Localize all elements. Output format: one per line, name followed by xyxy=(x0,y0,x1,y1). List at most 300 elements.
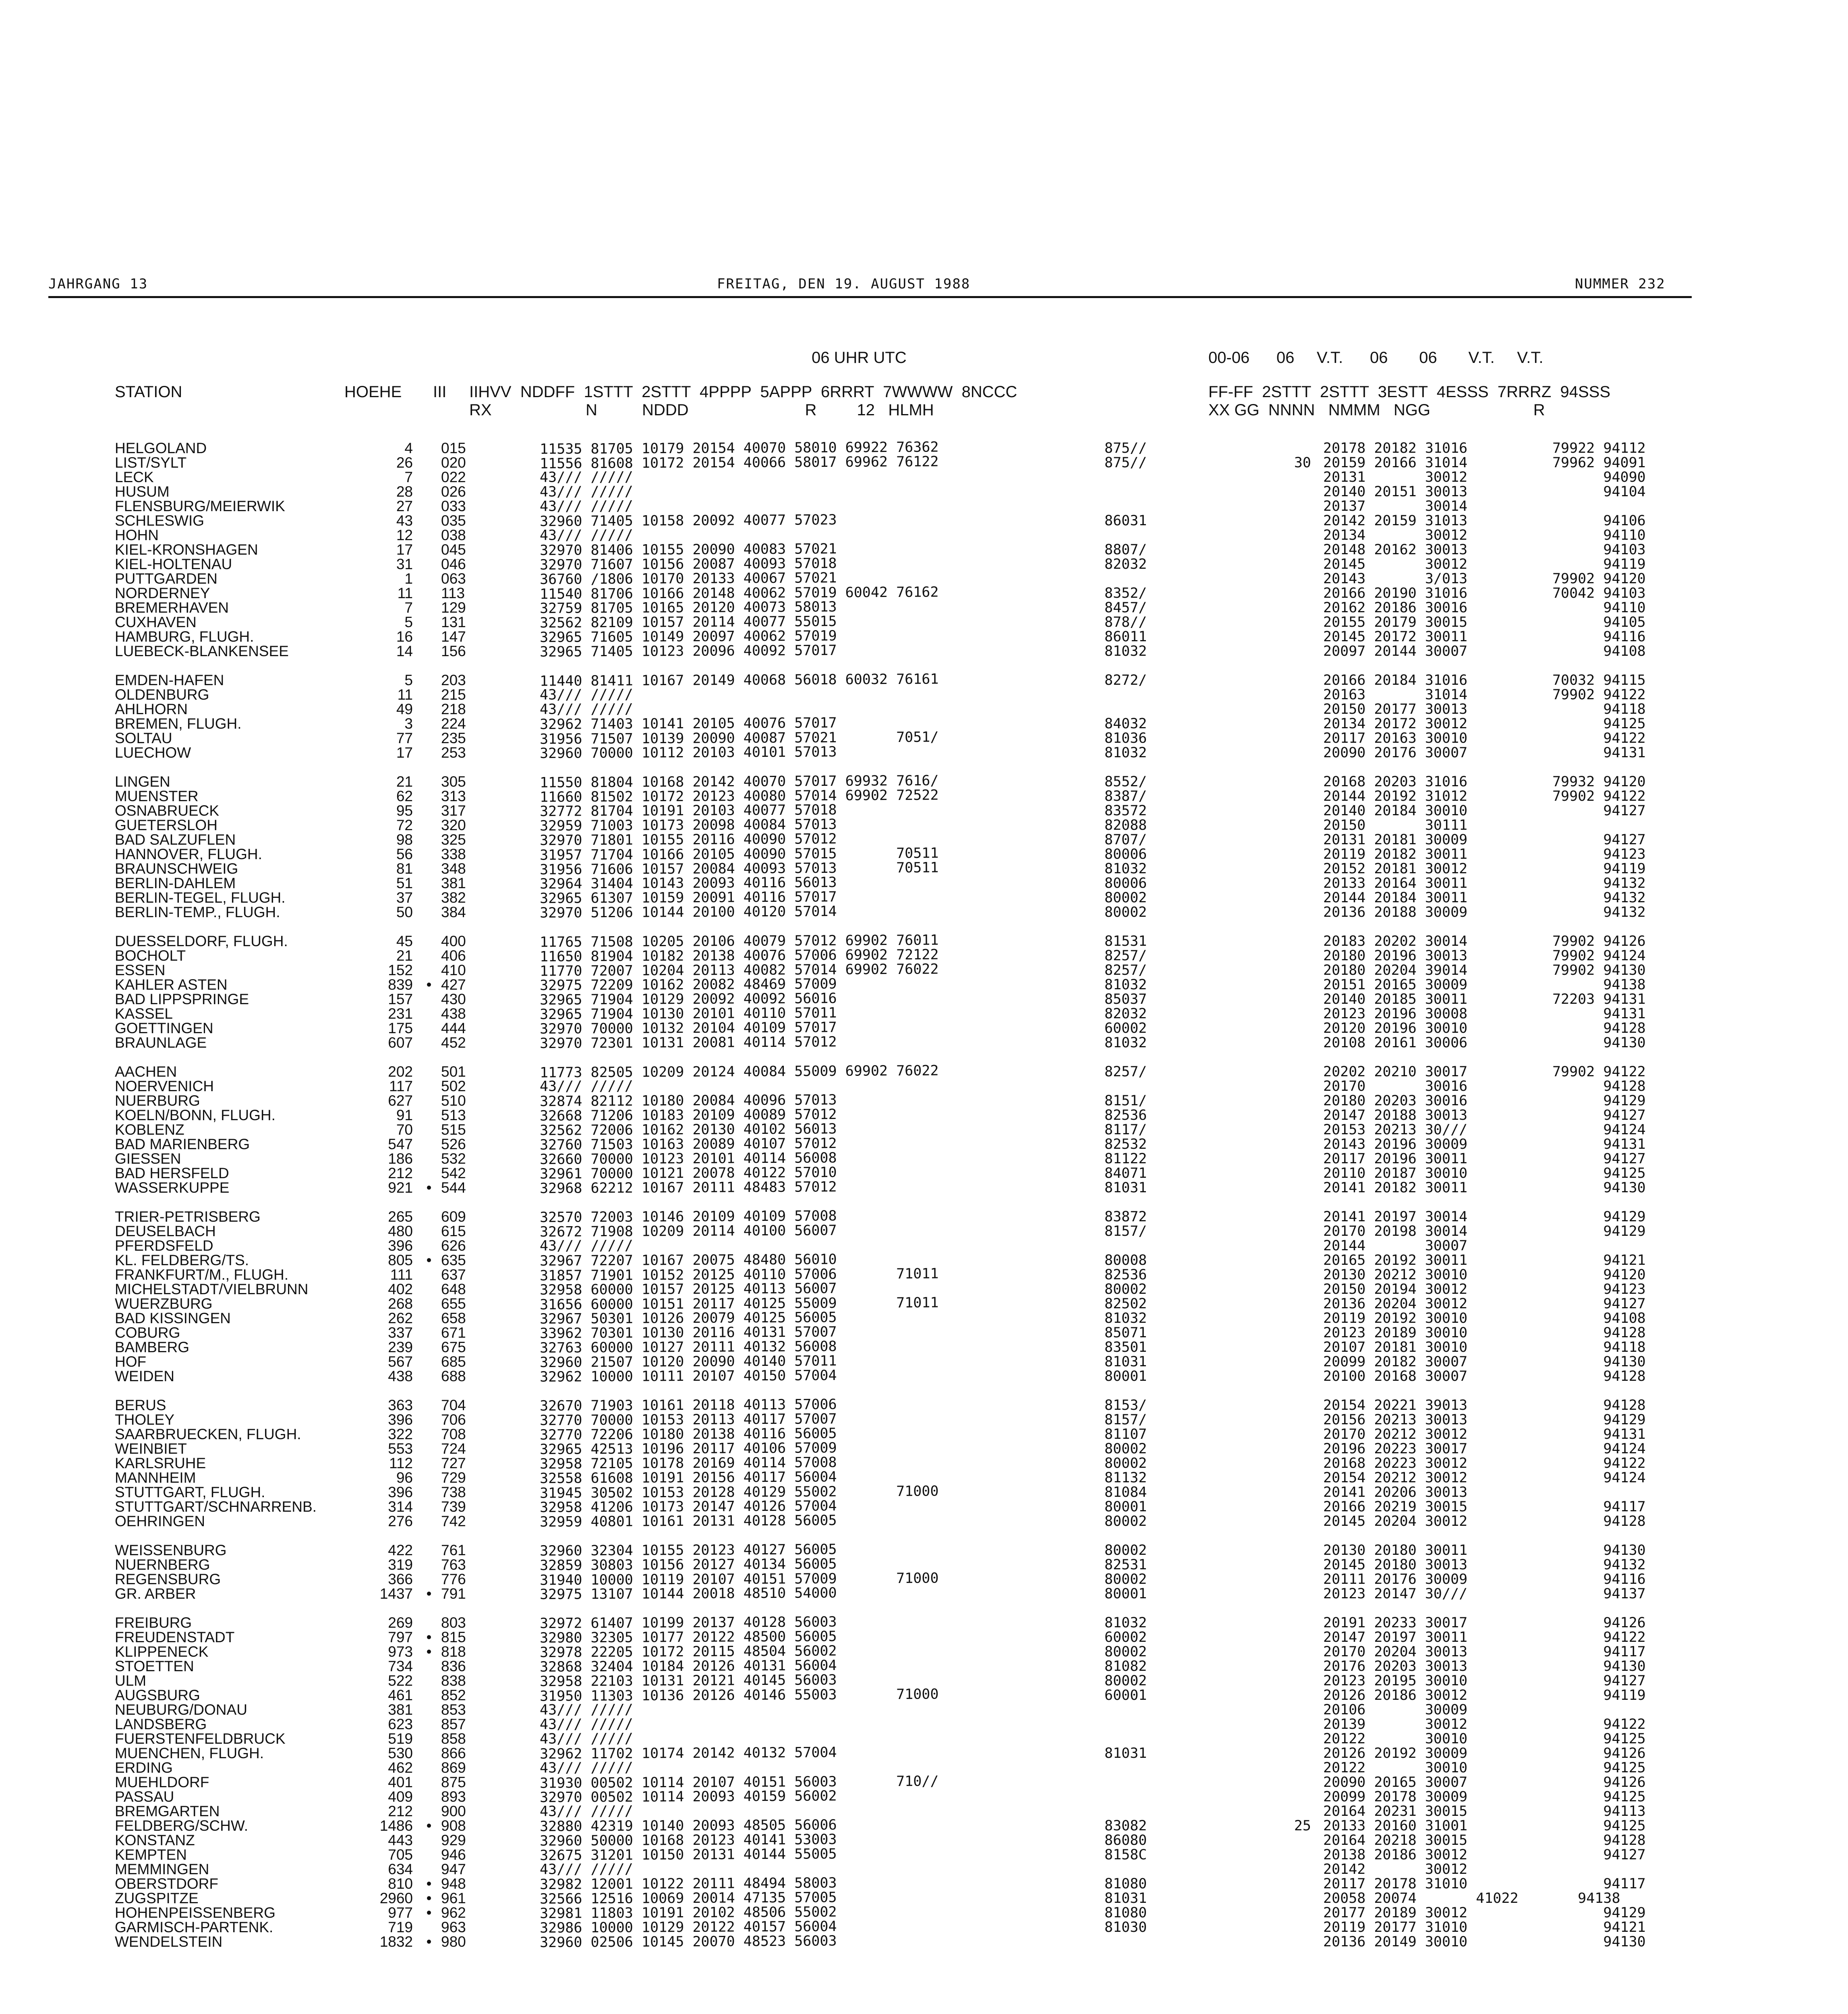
observation-groups: 32970 81406 10155 20090 40083 57021 xyxy=(539,541,837,559)
extreme-value-groups: 20170 20198 30014 94129 xyxy=(1323,1223,1646,1239)
observation-groups: 32960 32304 10155 20123 40127 56005 xyxy=(539,1542,837,1559)
observation-groups: 43/// ///// xyxy=(539,1716,633,1733)
station-row xyxy=(115,456,1758,470)
observation-groups: 43/// ///// xyxy=(539,1237,633,1254)
station-id: 763 xyxy=(441,1556,466,1573)
observation-groups: 36760 /1806 10170 20133 40067 57021 xyxy=(539,570,837,588)
observation-groups: 32772 81704 10191 20103 40077 57018 xyxy=(539,802,837,820)
extreme-value-groups: 20126 20186 30012 94119 xyxy=(1323,1687,1646,1703)
station-row xyxy=(115,1036,1758,1050)
extreme-value-groups: 20138 20186 30012 94127 xyxy=(1323,1847,1646,1863)
cloud-group: 81084 xyxy=(1104,1484,1147,1500)
station-row xyxy=(115,1732,1758,1746)
station-height: 265 xyxy=(388,1208,413,1225)
station-id: 215 xyxy=(441,686,466,703)
station-row xyxy=(115,905,1758,920)
station-id: 515 xyxy=(441,1121,466,1138)
station-row xyxy=(115,1123,1758,1137)
station-id: 046 xyxy=(441,556,466,572)
station-id: 980 xyxy=(441,1933,466,1950)
extreme-value-groups: 20202 20210 30017 79902 94122 xyxy=(1323,1064,1646,1080)
header-nummer: NUMMER 232 xyxy=(1575,276,1666,292)
extreme-value-groups: 20097 20144 30007 94108 xyxy=(1323,643,1646,659)
station-name: KEMPTEN xyxy=(115,1846,187,1863)
cloud-group: 8257/ xyxy=(1104,948,1147,964)
extreme-value-groups: 20136 20149 30010 94130 xyxy=(1323,1934,1646,1950)
extreme-value-groups: 20183 20202 30014 79902 94126 xyxy=(1323,933,1646,949)
gust-value: 25 xyxy=(1294,1818,1311,1834)
station-row xyxy=(115,601,1758,615)
station-name: GR. ARBER xyxy=(115,1585,196,1602)
observation-groups: 32986 10000 10129 20122 40157 56004 xyxy=(539,1919,837,1936)
station-height: 921 xyxy=(388,1179,413,1196)
mountain-station-marker: • xyxy=(426,1933,432,1950)
station-id: 857 xyxy=(441,1716,466,1732)
extreme-value-groups: 20107 20181 30010 94118 xyxy=(1323,1339,1646,1355)
extreme-value-groups: 20145 20172 30011 94116 xyxy=(1323,629,1646,645)
cloud-group: 80008 xyxy=(1104,1252,1147,1268)
station-name: BRAUNLAGE xyxy=(115,1034,207,1051)
station-height: 117 xyxy=(389,1078,413,1094)
station-row xyxy=(115,1833,1758,1848)
station-name: LUECHOW xyxy=(115,744,191,761)
station-row xyxy=(115,688,1758,702)
station-name: NUERNBERG xyxy=(115,1556,210,1573)
observation-groups: 32668 71206 10183 20109 40089 57012 xyxy=(539,1106,837,1124)
station-id: 852 xyxy=(441,1687,466,1703)
observation-groups: 11440 81411 10167 20149 40068 56018 60032 76161 xyxy=(539,671,939,690)
station-height: 202 xyxy=(388,1063,413,1080)
observation-groups: 11773 82505 10209 20124 40084 55009 69902 76022 xyxy=(539,1063,939,1081)
station-name: HOHENPEISSENBERG xyxy=(115,1904,276,1921)
cloud-group: 8552/ xyxy=(1104,774,1147,790)
observation-groups: 32961 70000 10121 20078 40122 57010 xyxy=(539,1164,837,1182)
observation-groups: 32566 12516 10069 20014 47135 57005 xyxy=(539,1890,837,1907)
extreme-value-groups: 20145 30012 94119 xyxy=(1323,556,1646,572)
observation-groups: 32982 12001 10122 20111 48494 58003 xyxy=(539,1875,837,1893)
cloud-group: 83082 xyxy=(1104,1818,1147,1834)
station-name: HOF xyxy=(115,1353,147,1370)
station-row xyxy=(115,876,1758,891)
station-id: 026 xyxy=(441,483,466,500)
station-name: KAHLER ASTEN xyxy=(115,976,228,993)
station-name: HUSUM xyxy=(115,483,170,500)
station-height: 839 xyxy=(388,976,413,993)
station-height: 366 xyxy=(388,1571,413,1587)
extreme-value-groups: 20139 30012 94122 xyxy=(1323,1716,1646,1732)
station-name: ZUGSPITZE xyxy=(115,1890,199,1906)
station-name: PFERDSFELD xyxy=(115,1237,213,1254)
station-height: 1486 xyxy=(379,1817,413,1834)
station-id: 063 xyxy=(441,570,466,587)
station-name: REGENSBURG xyxy=(115,1571,221,1587)
station-row xyxy=(115,789,1758,804)
extreme-value-groups: 20177 20189 30012 94129 xyxy=(1323,1905,1646,1921)
extreme-value-groups: 20166 20219 30015 94117 xyxy=(1323,1499,1646,1515)
observation-groups: 32959 40801 10161 20131 40128 56005 xyxy=(539,1513,837,1530)
station-id: 313 xyxy=(441,788,466,804)
station-row xyxy=(115,992,1758,1007)
station-height: 239 xyxy=(388,1339,413,1355)
station-row xyxy=(115,1021,1758,1036)
station-id: 038 xyxy=(441,527,466,543)
extreme-value-groups: 20131 20181 30009 94127 xyxy=(1323,832,1646,848)
cloud-group: 8151/ xyxy=(1104,1093,1147,1109)
station-height: 567 xyxy=(388,1353,413,1370)
extreme-value-groups: 20170 30016 94128 xyxy=(1323,1078,1646,1094)
cloud-group: 8158C xyxy=(1104,1847,1147,1863)
observation-groups: 43/// ///// xyxy=(539,1701,633,1718)
station-id: 382 xyxy=(441,889,466,906)
observation-groups: 32970 00502 10114 20093 40159 56002 xyxy=(539,1788,837,1806)
station-id: 305 xyxy=(441,773,466,790)
extreme-value-groups: 20142 30012 xyxy=(1323,1861,1468,1877)
extreme-value-groups: 20140 20185 30011 72203 94131 xyxy=(1323,991,1646,1007)
observation-groups: 32967 50301 10126 20079 40125 56005 xyxy=(539,1310,837,1327)
mountain-station-marker: • xyxy=(426,1585,432,1602)
station-id: 635 xyxy=(441,1252,466,1268)
station-id: 035 xyxy=(441,512,466,529)
cloud-group: 81036 xyxy=(1104,730,1147,746)
station-name: MUENSTER xyxy=(115,788,199,804)
station-row xyxy=(115,1703,1758,1717)
station-row xyxy=(115,1326,1758,1340)
station-id: 444 xyxy=(441,1020,466,1036)
extreme-value-groups: 20147 20197 30011 94122 xyxy=(1323,1629,1646,1645)
station-height: 4 xyxy=(404,440,413,456)
extreme-value-groups: 20117 20163 30010 94122 xyxy=(1323,730,1646,746)
observation-groups: 11550 81804 10168 20142 40070 57017 69932 7616/ xyxy=(539,773,939,791)
station-name: FREUDENSTADT xyxy=(115,1629,235,1645)
station-name: SAARBRUECKEN, FLUGH. xyxy=(115,1426,301,1442)
extreme-value-groups: 20141 20206 30013 xyxy=(1323,1484,1468,1500)
station-name: BAD SALZUFLEN xyxy=(115,831,236,848)
observation-groups: 32670 71903 10161 20118 40113 57006 xyxy=(539,1397,837,1414)
mountain-station-marker: • xyxy=(426,976,432,993)
extreme-value-groups: 20119 20192 30010 94108 xyxy=(1323,1310,1646,1326)
station-height: 522 xyxy=(388,1672,413,1689)
observation-groups: 32965 71605 10149 20097 40062 57019 xyxy=(539,628,837,646)
observation-groups: 31656 60000 10151 20117 40125 55009 71011 xyxy=(539,1295,939,1313)
observation-groups: 32760 71503 10163 20089 40107 57012 xyxy=(539,1135,837,1153)
cloud-group: 81080 xyxy=(1104,1876,1147,1892)
station-name: AACHEN xyxy=(115,1063,177,1080)
station-height: 797 xyxy=(388,1629,413,1645)
station-id: 908 xyxy=(441,1817,466,1834)
station-height: 269 xyxy=(388,1614,413,1631)
cloud-group: 81031 xyxy=(1104,1890,1147,1906)
extreme-value-groups: 20147 20188 30013 94127 xyxy=(1323,1107,1646,1123)
station-row xyxy=(115,1485,1758,1500)
station-row xyxy=(115,485,1758,499)
station-height: 14 xyxy=(396,643,413,659)
station-name: MANNHEIM xyxy=(115,1469,196,1486)
station-height: 98 xyxy=(396,831,413,848)
extreme-value-groups: 20136 20188 30009 94132 xyxy=(1323,904,1646,920)
station-id: 131 xyxy=(441,614,466,630)
station-height: 438 xyxy=(388,1368,413,1384)
mountain-station-marker: • xyxy=(426,1252,432,1268)
cloud-group: 8153/ xyxy=(1104,1397,1147,1413)
station-row xyxy=(115,1340,1758,1355)
extreme-value-groups: 20170 20212 30012 94131 xyxy=(1323,1426,1646,1442)
station-id: 452 xyxy=(441,1034,466,1051)
extreme-value-groups: 20156 20213 30013 94129 xyxy=(1323,1412,1646,1428)
station-id: 706 xyxy=(441,1411,466,1428)
station-id: 348 xyxy=(441,860,466,877)
observation-groups: 11650 81904 10182 20138 40076 57006 69902 72122 xyxy=(539,947,939,965)
station-id: 803 xyxy=(441,1614,466,1631)
extreme-value-groups: 20058 20074 41022 94138 xyxy=(1323,1890,1620,1906)
station-id: 513 xyxy=(441,1107,466,1123)
station-id: 015 xyxy=(441,440,466,456)
cloud-group: 81032 xyxy=(1104,745,1147,761)
station-height: 5 xyxy=(404,672,413,688)
observation-groups: 32562 82109 10157 20114 40077 55015 xyxy=(539,613,837,631)
station-row xyxy=(115,1659,1758,1674)
cloud-group: 60002 xyxy=(1104,1629,1147,1645)
station-id: 963 xyxy=(441,1919,466,1935)
observation-groups: 11540 81706 10166 20148 40062 57019 60042 76162 xyxy=(539,584,939,603)
station-name: NEUBURG/DONAU xyxy=(115,1701,247,1718)
extreme-value-groups: 20154 20212 30012 94124 xyxy=(1323,1470,1646,1486)
extreme-value-groups: 20100 20168 30007 94128 xyxy=(1323,1368,1646,1384)
station-height: 56 xyxy=(396,846,413,862)
station-name: ULM xyxy=(115,1672,147,1689)
observation-groups: 31940 10000 10119 20107 40151 57009 71000 xyxy=(539,1570,939,1589)
station-id: 526 xyxy=(441,1136,466,1152)
extreme-value-groups: 20122 30010 94125 xyxy=(1323,1731,1646,1747)
station-id: 325 xyxy=(441,831,466,848)
cloud-group: 81080 xyxy=(1104,1905,1147,1921)
cloud-group: 80002 xyxy=(1104,1455,1147,1471)
observation-groups: 43/// ///// xyxy=(539,1803,633,1820)
station-height: 443 xyxy=(388,1832,413,1848)
station-name: FLENSBURG/MEIERWIK xyxy=(115,498,285,514)
observation-groups: 32960 50000 10168 20123 40141 53003 xyxy=(539,1832,837,1849)
observation-groups: 31945 30502 10153 20128 40129 55002 71000 xyxy=(539,1483,939,1502)
station-name: FRANKFURT/M., FLUGH. xyxy=(115,1266,288,1283)
extreme-value-groups: 20142 20159 31013 94106 xyxy=(1323,513,1646,529)
station-id: 704 xyxy=(441,1397,466,1413)
station-row xyxy=(115,1688,1758,1703)
extreme-value-groups: 20164 20218 30015 94128 xyxy=(1323,1832,1646,1848)
station-height: 810 xyxy=(388,1875,413,1892)
station-row xyxy=(115,615,1758,630)
station-name: BAD MARIENBERG xyxy=(115,1136,250,1152)
station-name: KONSTANZ xyxy=(115,1832,195,1848)
station-height: 607 xyxy=(388,1034,413,1051)
station-name: BERLIN-DAHLEM xyxy=(115,875,236,891)
station-row xyxy=(115,1543,1758,1558)
extreme-value-groups: 20119 20182 30011 94123 xyxy=(1323,846,1646,862)
extreme-value-groups: 20123 20195 30010 94127 xyxy=(1323,1673,1646,1689)
station-height: 2960 xyxy=(379,1890,413,1906)
station-height: 627 xyxy=(388,1092,413,1109)
observation-groups: 32970 71801 10155 20116 40090 57012 xyxy=(539,831,837,849)
extreme-value-groups: 20150 30111 xyxy=(1323,817,1468,833)
cloud-group: 81032 xyxy=(1104,1310,1147,1326)
observation-groups: 32970 72301 10131 20081 40114 57012 xyxy=(539,1034,837,1052)
station-height: 363 xyxy=(388,1397,413,1413)
station-name: OLDENBURG xyxy=(115,686,209,703)
station-id: 045 xyxy=(441,541,466,558)
station-height: 91 xyxy=(396,1107,413,1123)
station-height: 705 xyxy=(388,1846,413,1863)
observation-groups: 32970 70000 10132 20104 40109 57017 xyxy=(539,1019,837,1037)
observation-groups: 32660 70000 10123 20101 40114 56008 xyxy=(539,1150,837,1168)
station-row xyxy=(115,1065,1758,1079)
station-name: COBURG xyxy=(115,1324,180,1341)
station-row xyxy=(115,1094,1758,1108)
cloud-group: 80002 xyxy=(1104,1571,1147,1587)
station-name: MEMMINGEN xyxy=(115,1861,209,1877)
observation-groups: 32859 30803 10156 20127 40134 56005 xyxy=(539,1556,837,1574)
station-row xyxy=(115,514,1758,528)
station-id: 688 xyxy=(441,1368,466,1384)
station-height: 401 xyxy=(388,1774,413,1790)
station-name: DUESSELDORF, FLUGH. xyxy=(115,933,288,949)
station-row xyxy=(115,1500,1758,1514)
observation-groups: 43/// ///// xyxy=(539,1759,633,1776)
cloud-group: 8157/ xyxy=(1104,1223,1147,1239)
station-row xyxy=(115,963,1758,978)
station-name: NORDERNEY xyxy=(115,585,210,601)
col-iii: III xyxy=(433,383,447,401)
station-row xyxy=(115,1398,1758,1413)
extreme-value-groups: 20140 20151 30013 94104 xyxy=(1323,484,1646,500)
observation-groups: 43/// ///// xyxy=(539,1730,633,1747)
cloud-group: 80001 xyxy=(1104,1368,1147,1384)
cloud-group: 8352/ xyxy=(1104,585,1147,601)
station-id: 317 xyxy=(441,802,466,819)
observation-groups: 32763 60000 10127 20111 40132 56008 xyxy=(539,1339,837,1356)
station-height: 461 xyxy=(388,1687,413,1703)
extreme-value-groups: 20143 3/013 79902 94120 xyxy=(1323,571,1646,587)
extreme-value-groups: 20153 20213 30/// 94124 xyxy=(1323,1122,1646,1138)
cloud-group: 83501 xyxy=(1104,1339,1147,1355)
observation-groups: 32978 22205 10172 20115 48504 56002 xyxy=(539,1643,837,1661)
cloud-group: 83572 xyxy=(1104,803,1147,819)
observation-groups: 32958 60000 10157 20125 40113 56007 xyxy=(539,1281,837,1298)
header-date: FREITAG, DEN 19. AUGUST 1988 xyxy=(717,276,971,292)
extreme-value-groups: 20176 20203 30013 94130 xyxy=(1323,1658,1646,1674)
cloud-group: 81031 xyxy=(1104,1745,1147,1761)
mountain-station-marker: • xyxy=(426,1179,432,1196)
station-name: MICHELSTADT/VIELBRUNN xyxy=(115,1281,309,1297)
station-id: 853 xyxy=(441,1701,466,1718)
cloud-group: 86080 xyxy=(1104,1832,1147,1848)
cloud-group: 85037 xyxy=(1104,991,1147,1007)
mountain-station-marker: • xyxy=(426,1890,432,1906)
station-height: 43 xyxy=(396,512,413,529)
extreme-value-groups: 20122 30010 94125 xyxy=(1323,1760,1646,1776)
extreme-value-groups: 20163 31014 79902 94122 xyxy=(1323,687,1646,703)
station-height: 480 xyxy=(388,1223,413,1239)
extreme-value-groups: 20148 20162 30013 94103 xyxy=(1323,542,1646,558)
station-name: WEINBIET xyxy=(115,1440,187,1457)
observation-groups: 31930 00502 10114 20107 40151 56003 710// xyxy=(539,1773,939,1792)
station-row xyxy=(115,1311,1758,1326)
station-row xyxy=(115,1819,1758,1833)
station-row xyxy=(115,1862,1758,1877)
station-name: KIEL-KRONSHAGEN xyxy=(115,541,258,558)
observation-groups: 32965 61307 10159 20091 40116 57017 xyxy=(539,889,837,907)
station-height: 212 xyxy=(388,1165,413,1181)
cloud-group: 8707/ xyxy=(1104,832,1147,848)
extreme-value-groups: 20123 20189 30010 94128 xyxy=(1323,1325,1646,1341)
station-id: 946 xyxy=(441,1846,466,1863)
extreme-value-groups: 20090 20176 30007 94131 xyxy=(1323,745,1646,761)
station-id: 147 xyxy=(441,628,466,645)
cloud-group: 81032 xyxy=(1104,1615,1147,1631)
station-row xyxy=(115,1152,1758,1166)
station-row xyxy=(115,1427,1758,1442)
observation-groups: 43/// ///// xyxy=(539,527,633,544)
extreme-value-groups: 20143 20196 30009 94131 xyxy=(1323,1136,1646,1152)
station-height: 7 xyxy=(404,599,413,616)
cloud-group: 8257/ xyxy=(1104,962,1147,978)
station-height: 45 xyxy=(396,933,413,949)
station-name: ERDING xyxy=(115,1759,173,1776)
extreme-value-groups: 20165 20192 30011 94121 xyxy=(1323,1252,1646,1268)
observation-groups: 32960 21507 10120 20090 40140 57011 xyxy=(539,1353,837,1371)
station-name: BERLIN-TEGEL, FLUGH. xyxy=(115,889,286,906)
extreme-value-groups: 20164 20231 30015 94113 xyxy=(1323,1803,1646,1819)
cloud-group: 80006 xyxy=(1104,875,1147,891)
station-height: 977 xyxy=(388,1904,413,1921)
station-height: 175 xyxy=(388,1020,413,1036)
extreme-value-groups: 20099 20182 30007 94130 xyxy=(1323,1354,1646,1370)
observation-groups: 43/// ///// xyxy=(539,1078,633,1095)
extreme-value-groups: 20110 20187 30010 94125 xyxy=(1323,1165,1646,1181)
station-name: BERLIN-TEMP., FLUGH. xyxy=(115,904,280,920)
observation-groups: 32960 70000 10112 20103 40101 57013 xyxy=(539,744,837,762)
station-row xyxy=(115,1355,1758,1369)
station-id: 675 xyxy=(441,1339,466,1355)
cloud-group: 81032 xyxy=(1104,861,1147,877)
extreme-value-groups: 20150 20194 30012 94123 xyxy=(1323,1281,1646,1297)
extreme-value-groups: 20141 20182 30011 94130 xyxy=(1323,1180,1646,1196)
cloud-group: 81031 xyxy=(1104,1354,1147,1370)
cloud-group: 875// xyxy=(1104,455,1147,471)
station-id: 727 xyxy=(441,1455,466,1471)
cloud-group: 80002 xyxy=(1104,1281,1147,1297)
cloud-group: 81107 xyxy=(1104,1426,1147,1442)
station-height: 530 xyxy=(388,1745,413,1761)
observation-groups: 32770 72206 10180 20138 40116 56005 xyxy=(539,1426,837,1443)
station-id: 410 xyxy=(441,962,466,978)
station-id: 430 xyxy=(441,991,466,1007)
observation-groups: 32958 41206 10173 20147 40126 57004 xyxy=(539,1498,837,1516)
station-row xyxy=(115,1804,1758,1819)
cloud-group: 8272/ xyxy=(1104,672,1147,688)
extreme-value-groups: 20145 20204 30012 94128 xyxy=(1323,1513,1646,1529)
extreme-value-groups: 20123 20147 30/// 94137 xyxy=(1323,1586,1646,1602)
extreme-value-groups: 20136 20204 30012 94127 xyxy=(1323,1296,1646,1312)
station-row xyxy=(115,1079,1758,1094)
station-id: 381 xyxy=(441,875,466,891)
mountain-station-marker: • xyxy=(426,1643,432,1660)
station-id: 742 xyxy=(441,1513,466,1529)
station-row xyxy=(115,1790,1758,1804)
extreme-value-groups: 20133 20164 30011 94132 xyxy=(1323,875,1646,891)
station-id: 615 xyxy=(441,1223,466,1239)
station-height: 402 xyxy=(388,1281,413,1297)
station-id: 658 xyxy=(441,1310,466,1326)
extreme-value-groups: 20120 20196 30010 94128 xyxy=(1323,1020,1646,1036)
observation-groups: 43/// ///// xyxy=(539,498,633,515)
